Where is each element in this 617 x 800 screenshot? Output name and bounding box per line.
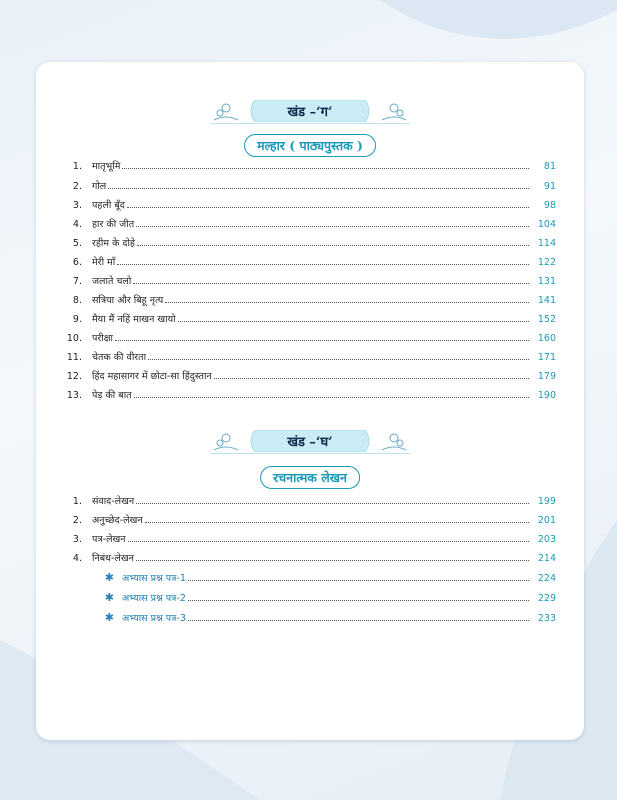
- section-subtitle: रचनात्मक लेखन: [260, 466, 360, 489]
- item-number: 3.: [72, 200, 82, 211]
- item-number: 13.: [66, 390, 82, 401]
- item-number: 5.: [72, 238, 82, 249]
- item-number: 6.: [72, 257, 82, 268]
- section-banner-label: खंड –‘घ’: [287, 435, 333, 450]
- dot-leader: [133, 283, 529, 284]
- dot-leader: [115, 340, 529, 341]
- section-banner: [245, 430, 375, 452]
- item-title: अनुच्छेद-लेखन: [92, 515, 143, 526]
- item-page: 171: [537, 352, 556, 363]
- toc-row[interactable]: [62, 212, 556, 230]
- dot-leader: [137, 245, 529, 246]
- item-title: पेड़ की बात: [92, 390, 132, 401]
- toc-row[interactable]: [62, 154, 556, 172]
- item-page: 229: [537, 593, 556, 604]
- toc-row[interactable]: [62, 364, 556, 382]
- item-number: 7.: [72, 276, 82, 287]
- dot-leader: [136, 560, 529, 561]
- toc-row[interactable]: [62, 383, 556, 401]
- item-page: 122: [537, 257, 556, 268]
- toc-row[interactable]: [62, 250, 556, 268]
- dot-leader: [136, 226, 529, 227]
- toc-row[interactable]: [62, 345, 556, 363]
- toc-row[interactable]: [62, 269, 556, 287]
- toc-row[interactable]: [62, 174, 556, 192]
- item-number: 4.: [72, 553, 82, 564]
- item-page: 203: [537, 534, 556, 545]
- toc-row[interactable]: [62, 288, 556, 306]
- toc-row[interactable]: [62, 307, 556, 325]
- toc-row[interactable]: [62, 193, 556, 211]
- dot-leader: [148, 359, 529, 360]
- item-title: सत्रिया और बिहू नृत्य: [92, 295, 164, 306]
- item-title: हार की जीत: [92, 219, 135, 230]
- item-page: 179: [537, 371, 556, 382]
- item-title: मातृभूमि: [92, 161, 121, 172]
- item-number: 1.: [72, 496, 82, 507]
- star-bullet-icon: ✱: [104, 571, 114, 584]
- item-title: चेतक की वीरता: [92, 352, 147, 363]
- toc-row[interactable]: [62, 231, 556, 249]
- item-number: 8.: [72, 295, 82, 306]
- item-number: 11.: [66, 352, 82, 363]
- item-title: अभ्यास प्रश्न पत्र-1: [122, 573, 186, 584]
- item-number: 1.: [72, 161, 82, 172]
- item-page: 233: [537, 613, 556, 624]
- item-page: 199: [537, 496, 556, 507]
- toc-subrow[interactable]: [62, 606, 556, 624]
- dot-leader: [165, 302, 529, 303]
- item-page: 98: [543, 200, 556, 211]
- dot-leader: [188, 600, 529, 601]
- item-page: 104: [537, 219, 556, 230]
- dot-leader: [122, 168, 529, 169]
- toc-subrow[interactable]: [62, 586, 556, 604]
- item-title: हिंद महासागर में छोटा-सा हिंदुस्तान: [92, 371, 212, 382]
- dot-leader: [117, 264, 529, 265]
- banner-underline: [210, 453, 410, 454]
- item-title: मैया मैं नहिं माखन खायो: [92, 314, 176, 325]
- item-page: 224: [537, 573, 556, 584]
- item-title: संवाद-लेखन: [92, 496, 135, 507]
- star-bullet-icon: ✱: [104, 591, 114, 604]
- item-number: 2.: [72, 181, 82, 192]
- item-number: 10.: [66, 333, 82, 344]
- section-banner: [245, 100, 375, 122]
- flower-ornament-icon: [380, 430, 408, 452]
- item-page: 131: [537, 276, 556, 287]
- item-number: 4.: [72, 219, 82, 230]
- section-subtitle: मल्हार ( पाठ्यपुस्तक ): [244, 134, 376, 157]
- dot-leader: [136, 503, 529, 504]
- flower-ornament-icon: [212, 100, 240, 122]
- item-title: अभ्यास प्रश्न पत्र-3: [122, 613, 186, 624]
- item-title: रहीम के दोहे: [92, 238, 135, 249]
- toc-row[interactable]: [62, 527, 556, 545]
- dot-leader: [128, 541, 529, 542]
- item-number: 2.: [72, 515, 82, 526]
- item-title: पहली बूँद: [92, 200, 125, 211]
- item-number: 9.: [72, 314, 82, 325]
- toc-row[interactable]: [62, 546, 556, 564]
- banner-underline: [210, 123, 410, 124]
- toc-card: [36, 62, 584, 740]
- dot-leader: [188, 620, 529, 621]
- item-page: 141: [537, 295, 556, 306]
- dot-leader: [178, 321, 529, 322]
- star-bullet-icon: ✱: [104, 611, 114, 624]
- item-page: 114: [537, 238, 556, 249]
- toc-row[interactable]: [62, 326, 556, 344]
- flower-ornament-icon: [212, 430, 240, 452]
- item-title: पत्र-लेखन: [92, 534, 126, 545]
- dot-leader: [188, 580, 529, 581]
- item-page: 91: [543, 181, 556, 192]
- item-number: 12.: [66, 371, 82, 382]
- item-page: 201: [537, 515, 556, 526]
- dot-leader: [134, 397, 529, 398]
- toc-row[interactable]: [62, 489, 556, 507]
- dot-leader: [127, 207, 529, 208]
- item-title: परीक्षा: [92, 333, 114, 344]
- toc-row[interactable]: [62, 508, 556, 526]
- item-title: निबंध-लेखन: [92, 553, 134, 564]
- dot-leader: [108, 188, 529, 189]
- toc-subrow[interactable]: [62, 566, 556, 584]
- item-number: 3.: [72, 534, 82, 545]
- section-banner-label: खंड –‘ग’: [287, 105, 333, 120]
- item-page: 190: [537, 390, 556, 401]
- item-page: 160: [537, 333, 556, 344]
- item-title: जलाते चलो: [92, 276, 132, 287]
- item-page: 81: [543, 161, 556, 172]
- item-title: मेरी माँ: [92, 257, 116, 268]
- item-title: अभ्यास प्रश्न पत्र-2: [122, 593, 186, 604]
- item-page: 214: [537, 553, 556, 564]
- flower-ornament-icon: [380, 100, 408, 122]
- dot-leader: [214, 378, 529, 379]
- item-title: गोल: [92, 181, 107, 192]
- dot-leader: [145, 522, 529, 523]
- item-page: 152: [537, 314, 556, 325]
